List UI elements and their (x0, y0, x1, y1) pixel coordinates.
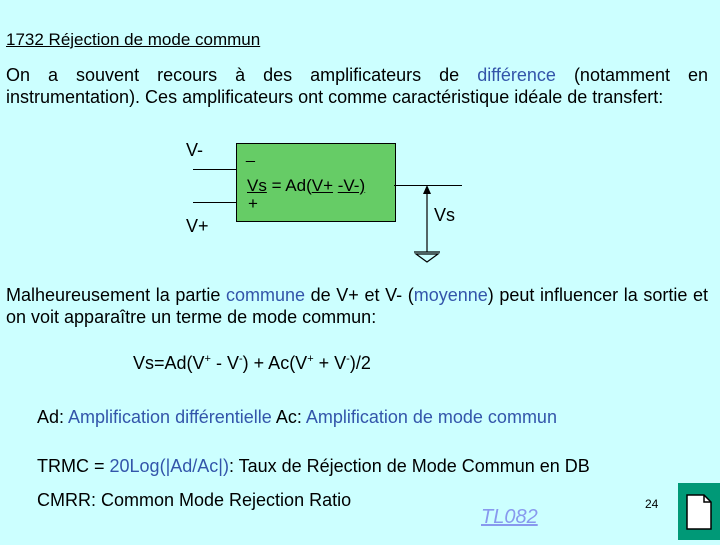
common-mode-formula (133, 353, 371, 374)
output-label: Vs (434, 205, 456, 225)
trmc-formula: 20Log(|Ad/Ac|) (109, 456, 229, 476)
equation-vs: Vs (247, 176, 267, 195)
formula-part-4: + V (313, 353, 347, 373)
input-plus-label: V+ (186, 216, 209, 236)
plus-sign: + (248, 194, 258, 213)
cm-highlight-moyenne: moyenne (413, 285, 488, 305)
formula-sup-2: - (239, 353, 243, 365)
slide-title: 1732 Réjection de mode commun (6, 30, 261, 49)
formula-sup-1: + (204, 353, 211, 365)
cm-text-1: Malheureusement la partie (6, 285, 226, 305)
cm-highlight-commune: commune (226, 285, 306, 305)
formula-part-1: Vs=Ad(V (133, 353, 205, 373)
tl082-link[interactable]: TL082 (481, 506, 538, 528)
formula-part-2: - V (210, 353, 239, 373)
transfer-equation (247, 176, 365, 196)
equation-vminus: -V-) (337, 176, 366, 195)
ad-definition: Amplification différentielle (68, 407, 272, 427)
intro-text-end: (notamment en instrumentation). Ces amplificateurs ont comme caractéristique idéale de transfert: (6, 65, 708, 107)
intro-text-start: On a souvent recours à des amplificateurs de (6, 65, 478, 85)
input-plus-wire (193, 202, 236, 203)
intro-paragraph (6, 64, 708, 108)
definitions-line (37, 407, 557, 428)
document-icon[interactable] (678, 483, 720, 540)
equation-equals: = Ad( (266, 176, 312, 195)
minus-sign: _ (246, 146, 255, 163)
formula-sup-4: - (346, 353, 350, 365)
input-minus-wire (193, 169, 236, 170)
input-minus-label: V- (186, 140, 204, 160)
ad-label: Ad: (37, 407, 69, 427)
trmc-description: : Taux de Réjection de Mode Commun en DB (228, 456, 590, 476)
common-mode-paragraph (6, 284, 708, 328)
cm-text-3: ) peut influencer la sortie et on voit apparaître un terme de mode commun: (6, 285, 708, 327)
page-icon (678, 483, 720, 540)
ac-label: Ac: (271, 407, 306, 427)
ac-definition: Amplification de mode commun (305, 407, 557, 427)
formula-sup-3: + (307, 353, 314, 365)
amplifier-box (236, 143, 396, 222)
intro-highlight: différence (477, 65, 556, 85)
cm-text-2: de V+ et V- ( (305, 285, 414, 305)
formula-part-5: )/2 (349, 353, 371, 373)
page-number: 24 (645, 497, 659, 511)
cmrr-line: CMRR: Common Mode Rejection Ratio (37, 490, 352, 510)
equation-vplus: V+ (311, 176, 334, 195)
trmc-label: TRMC = (37, 456, 110, 476)
formula-part-3: ) + Ac(V (242, 353, 308, 373)
trmc-line (37, 456, 590, 477)
